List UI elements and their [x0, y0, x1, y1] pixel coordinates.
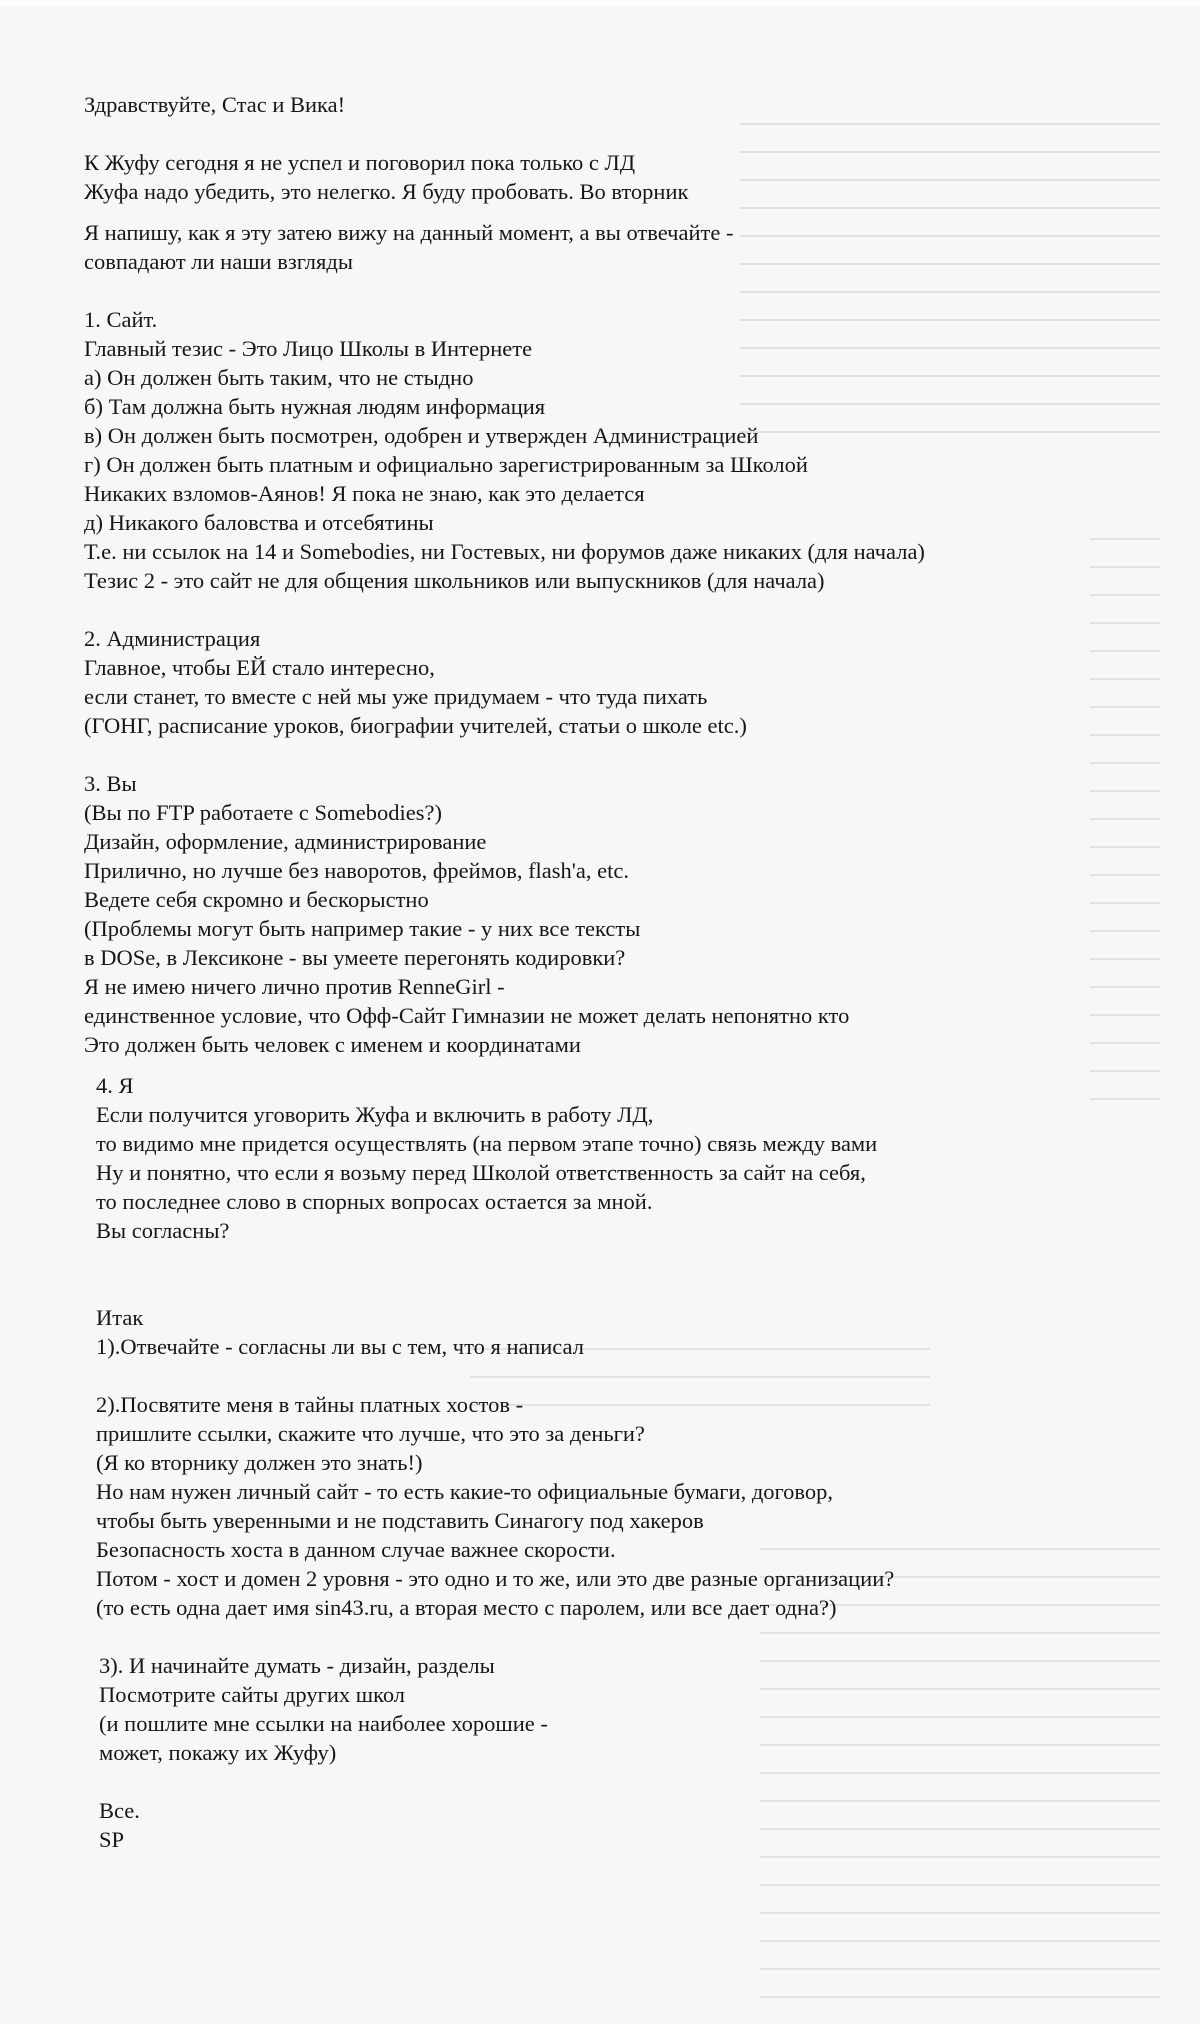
section-site: [84, 305, 1164, 595]
text-line: то последнее слово в спорных вопросах остается за мной.: [96, 1189, 653, 1214]
section-you: [84, 769, 1164, 1059]
text-line: а) Он должен быть таким, что не стыдно: [84, 365, 474, 390]
text-line: в) Он должен быть посмотрен, одобрен и утвержден Администрацией: [84, 423, 759, 448]
text-line: Т.е. ни ссылок на 14 и Somebodies, ни Гостевых, ни форумов даже никаких (для начала): [84, 539, 925, 564]
text-line: Главное, чтобы ЕЙ стало интересно,: [84, 655, 435, 680]
section-heading: 2. Администрация: [84, 626, 261, 651]
intro-line-2: Жуфа надо убедить, это нелегко. Я буду пробовать. Во вторник: [84, 179, 689, 204]
greeting: Здравствуйте, Стас и Вика!: [84, 92, 346, 117]
section-summary: [84, 1303, 1164, 1651]
text-line: 3). И начинайте думать - дизайн, разделы: [99, 1653, 495, 1678]
text-line: (ГОНГ, расписание уроков, биографии учителей, статьи о школе etc.): [84, 713, 747, 738]
intro-line-1: К Жуфу сегодня я не успел и поговорил пока только с ЛД: [84, 150, 636, 175]
section-heading: Итак: [96, 1305, 144, 1330]
text-line: (то есть одна дает имя sin43.ru, а вторая место с паролем, или все дает одна?): [96, 1595, 837, 1620]
text-line: Я не имею ничего лично против RenneGirl -: [84, 974, 505, 999]
text-line: то видимо мне придется осуществлять (на первом этапе точно) связь между вами: [96, 1131, 878, 1156]
text-line: Главный тезис - Это Лицо Школы в Интернете: [84, 336, 533, 361]
text-line: Дизайн, оформление, администрирование: [84, 829, 487, 854]
text-line: может, покажу их Жуфу): [99, 1740, 337, 1765]
text-line: (и пошлите мне ссылки на наиболее хорошие -: [99, 1711, 548, 1736]
text-line: Если получится уговорить Жуфа и включить в работу ЛД,: [96, 1102, 654, 1127]
text-line: в DOSe, в Лексиконе - вы умеете перегонять кодировки?: [84, 945, 626, 970]
text-line: чтобы быть уверенными и не подставить Синагогу под хакеров: [96, 1508, 704, 1533]
text-line: Посмотрите сайты других школ: [99, 1682, 406, 1707]
signature: SP: [99, 1827, 125, 1852]
text-line: б) Там должна быть нужная людям информация: [84, 394, 546, 419]
text-line: Никаких взломов-Аянов! Я пока не знаю, как это делается: [84, 481, 645, 506]
section-heading: 1. Сайт.: [84, 307, 158, 332]
section-administration: [84, 624, 1164, 740]
section-me: [84, 1071, 1164, 1245]
section-heading: 3. Вы: [84, 771, 137, 796]
text-line: если станет, то вместе с ней мы уже придумаем - что туда пихать: [84, 684, 708, 709]
text-line: Потом - хост и домен 2 уровня - это одно и то же, или это две разные организации?: [96, 1566, 895, 1591]
text-line: Ведете себя скромно и бескорыстно: [84, 887, 429, 912]
intro-line-3: Я напишу, как я эту затею вижу на данный момент, а вы отвечайте -: [84, 220, 734, 245]
text-line: Тезис 2 - это сайт не для общения школьников или выпускников (для начала): [84, 568, 825, 593]
text-line: Но нам нужен личный сайт - то есть какие-то официальные бумаги, договор,: [96, 1479, 834, 1504]
text-line: Это должен быть человек с именем и координатами: [84, 1032, 581, 1057]
text-line: пришлите ссылки, скажите что лучше, что это за деньги?: [96, 1421, 645, 1446]
letter-body: [84, 90, 1164, 1854]
text-line: д) Никакого баловства и отсебятины: [84, 510, 434, 535]
text-line: (Вы по FTP работаете с Somebodies?): [84, 800, 442, 825]
section-summary-item-3: [84, 1651, 1164, 1854]
section-heading: 4. Я: [96, 1073, 134, 1098]
summary-item-1: 1).Отвечайте - согласны ли вы с тем, что я написал: [96, 1334, 584, 1359]
text-line: Вы согласны?: [96, 1218, 230, 1243]
text-line: Прилично, но лучше без наворотов, фреймов, flash'a, etc.: [84, 858, 629, 883]
text-line: (Я ко вторнику должен это знать!): [96, 1450, 423, 1475]
closing-word: Все.: [99, 1798, 140, 1823]
text-line: г) Он должен быть платным и официально зарегистрированным за Школой: [84, 452, 808, 477]
intro-line-4: совпадают ли наши взгляды: [84, 249, 353, 274]
text-line: единственное условие, что Офф-Сайт Гимназии не может делать непонятно кто: [84, 1003, 850, 1028]
text-line: (Проблемы могут быть например такие - у них все тексты: [84, 916, 641, 941]
text-line: Ну и понятно, что если я возьму перед Школой ответственность за сайт на себя,: [96, 1160, 866, 1185]
text-line: Безопасность хоста в данном случае важнее скорости.: [96, 1537, 616, 1562]
text-line: 2).Посвятите меня в тайны платных хостов -: [96, 1392, 524, 1417]
